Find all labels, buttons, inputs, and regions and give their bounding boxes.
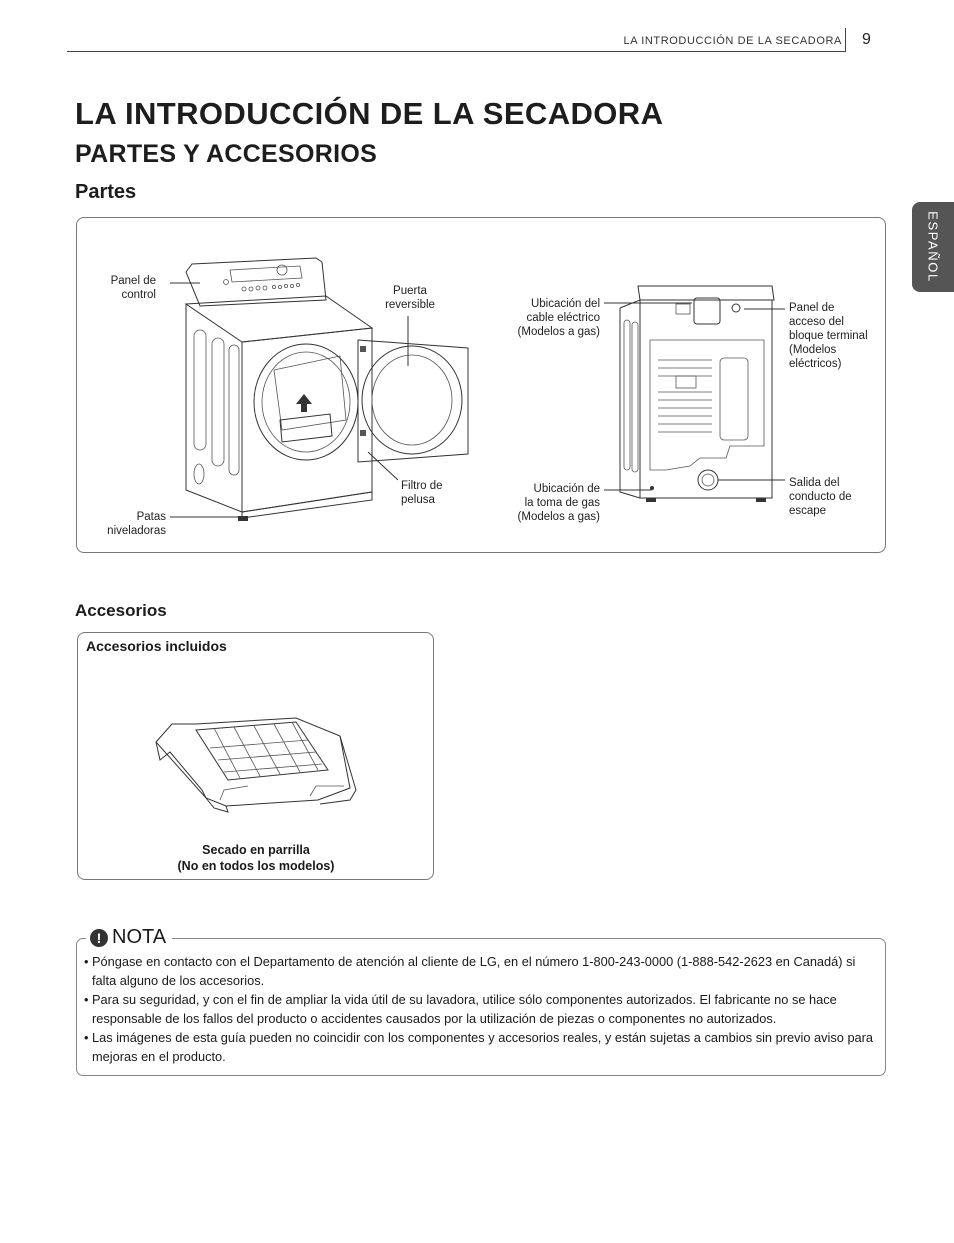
section-title: PARTES Y ACCESORIOS bbox=[75, 140, 378, 168]
note-item: • Las imágenes de esta guía pueden no coincidir con los componentes y accesorios reales, y están sujetas a cambios sin previo aviso para mejoras en el producto. bbox=[84, 1028, 882, 1066]
note-item: • Para su seguridad, y con el fin de ampliar la vida útil de su lavadora, utilice sólo componentes autorizados. El fabricante no se hace responsable de los fallos del producto o accidentes causados por la utilización de piezas o componentes no autorizados. bbox=[84, 990, 882, 1028]
label-leveling-feet: Patas niveladoras bbox=[107, 511, 166, 537]
parts-heading: Partes bbox=[75, 181, 137, 203]
page-number: 9 bbox=[862, 31, 871, 48]
accessory-note: (No en todos los modelos) bbox=[177, 859, 335, 873]
running-title: LA INTRODUCCIÓN DE LA SECADORA bbox=[623, 35, 842, 47]
label-control-panel: Panel de control bbox=[110, 275, 156, 301]
language-tab-label: ESPAÑOL bbox=[925, 211, 941, 283]
exclamation-icon: ! bbox=[90, 929, 108, 947]
note-item: • Póngase en contacto con el Departamento de atención al cliente de LG, en el número 1-800-243-0000 (1-888-542-2623 en Canadá) si falta alguno de los accesorios. bbox=[84, 952, 882, 990]
note-heading bbox=[86, 926, 172, 949]
label-terminal-block-panel: Panel de acceso del bloque terminal (Modelos eléctricos) bbox=[789, 302, 868, 370]
label-gas-inlet-location: Ubicación de la toma de gas (Modelos a gas) bbox=[517, 483, 600, 523]
page-title: LA INTRODUCCIÓN DE LA SECADORA bbox=[75, 96, 664, 131]
accessory-name: Secado en parrilla bbox=[202, 843, 310, 857]
note-list bbox=[84, 952, 882, 1066]
accessories-heading: Accesorios bbox=[75, 601, 167, 620]
label-reversible-door: Puerta reversible bbox=[385, 285, 435, 311]
accessories-box-title: Accesorios incluidos bbox=[86, 638, 227, 654]
label-power-cord-location: Ubicación del cable eléctrico (Modelos a gas) bbox=[517, 298, 600, 338]
label-lint-filter: Filtro de pelusa bbox=[401, 480, 443, 506]
note-title: NOTA bbox=[112, 926, 167, 948]
accessory-caption bbox=[78, 842, 434, 874]
back-dryer-illustration bbox=[620, 286, 774, 502]
label-exhaust-outlet: Salida del conducto de escape bbox=[789, 477, 852, 517]
